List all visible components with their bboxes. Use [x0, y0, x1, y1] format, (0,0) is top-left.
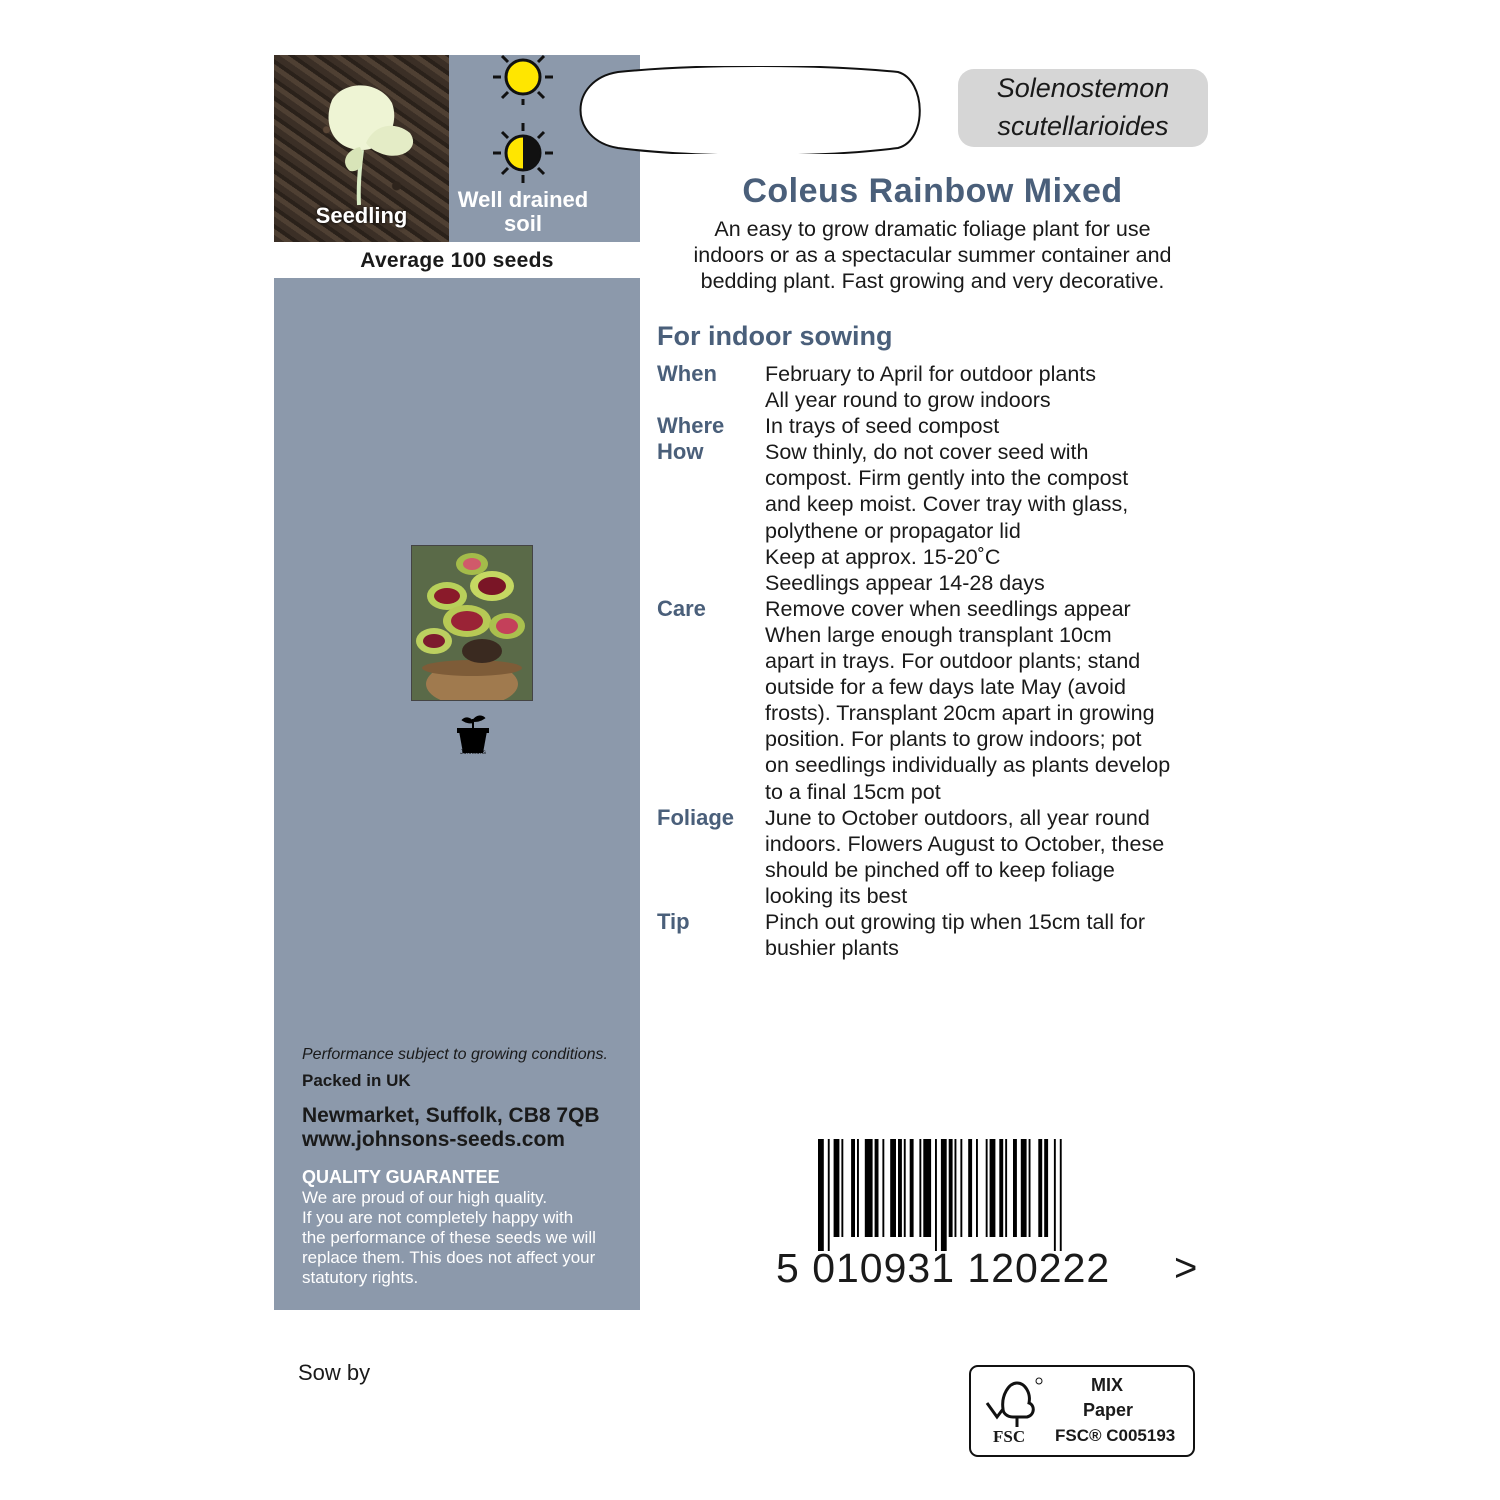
fsc-code: FSC® C005193 — [1055, 1426, 1176, 1445]
partial-shade-icon — [493, 123, 553, 183]
product-title: Coleus Rainbow Mixed — [742, 172, 1123, 210]
barcode-bar — [1054, 1139, 1056, 1251]
barcode-bar — [818, 1139, 824, 1251]
product-description — [660, 216, 1205, 294]
coleus-plant-image — [412, 546, 532, 700]
barcode-bar — [1013, 1139, 1017, 1237]
quality-line: replace them. This does not affect your — [302, 1248, 596, 1267]
soil-label — [449, 188, 597, 236]
instruction-line: February to April for outdoor plants — [765, 362, 1097, 386]
barcode-arrow: > — [1174, 1246, 1198, 1290]
instruction-row-how — [657, 439, 1217, 596]
instruction-row-where — [657, 413, 1217, 439]
instruction-value — [765, 439, 1217, 596]
hanger-tab-cutout — [578, 66, 922, 154]
barcode-bar — [955, 1139, 957, 1237]
barcode-bar — [882, 1139, 884, 1237]
instruction-line: All year round to grow indoors — [765, 388, 1051, 413]
packed-in: Packed in UK — [302, 1071, 411, 1090]
instruction-line: frosts). Transplant 20cm apart in growing — [765, 701, 1155, 726]
barcode-bar — [941, 1139, 947, 1251]
latin-name-line1: Solenostemon — [996, 73, 1170, 103]
website: www.johnsons-seeds.com — [302, 1128, 565, 1151]
instruction-line: In trays of seed compost — [765, 414, 1000, 439]
instruction-key: Where — [657, 413, 725, 439]
instruction-value — [765, 361, 1217, 413]
barcode-bar — [828, 1139, 830, 1251]
barcode-bar — [968, 1139, 972, 1237]
fsc-mix: MIX — [1091, 1375, 1124, 1395]
fsc-tree-check-icon — [983, 1373, 1045, 1433]
barcode-bar — [1021, 1139, 1027, 1237]
instruction-value — [765, 909, 1217, 961]
instruction-line: June to October outdoors, all year round — [765, 805, 1150, 830]
quality-line: We are proud of our high quality. — [302, 1188, 548, 1207]
barcode-bar — [1060, 1139, 1062, 1251]
fsc-word: FSC — [993, 1427, 1026, 1446]
quality-line: If you are not completely happy with — [302, 1208, 574, 1227]
barcode-bar — [851, 1139, 855, 1237]
instruction-row-foliage — [657, 805, 1217, 909]
average-seeds: Average 100 seeds — [274, 242, 640, 278]
quality-line: the performance of these seeds we will — [302, 1228, 596, 1247]
instruction-key: Care — [657, 595, 706, 621]
coleus-photo — [411, 545, 533, 701]
soil-label-line1: Well drained — [457, 187, 589, 212]
instruction-line: compost. Firm gently into the compost — [765, 466, 1129, 491]
barcode-bar — [1029, 1139, 1031, 1237]
instruction-row-when — [657, 361, 1217, 413]
logo-text: Johnsons — [460, 750, 486, 756]
barcode-bar — [949, 1139, 953, 1237]
instruction-value — [765, 413, 1217, 439]
instruction-line: Pinch out growing tip when 15cm tall for — [765, 909, 1146, 934]
seedling-label: Seedling — [315, 203, 408, 228]
barcode-bar — [1005, 1139, 1007, 1237]
barcode-bar — [875, 1139, 879, 1237]
instruction-line: polythene or propagator lid — [765, 518, 1021, 543]
barcode-bar — [919, 1139, 921, 1237]
soil-label-line2: soil — [504, 211, 542, 236]
quality-guarantee-title: QUALITY GUARANTEE — [302, 1167, 500, 1187]
barcode-bar — [935, 1139, 937, 1251]
instruction-row-tip — [657, 909, 1217, 961]
sowing-instructions — [657, 361, 1217, 961]
barcode-bar — [1038, 1139, 1042, 1237]
seedling-photo — [274, 55, 449, 242]
barcode-bar — [976, 1139, 978, 1237]
latin-name-badge — [958, 69, 1208, 147]
full-sun-icon — [493, 55, 553, 105]
instruction-line: to a final 15cm pot — [765, 779, 941, 804]
instruction-line: looking its best — [765, 883, 908, 908]
barcode-digits: 5 010931 120222 — [776, 1245, 1111, 1291]
barcode-bar — [910, 1139, 914, 1237]
instruction-line: indoors. Flowers August to October, these — [765, 831, 1165, 856]
instruction-line: position. For plants to grow indoors; pot — [765, 727, 1142, 752]
instruction-line: on seedlings individually as plants develop — [765, 753, 1171, 778]
instruction-key: Foliage — [657, 804, 735, 830]
instruction-line: and keep moist. Cover tray with glass, — [765, 492, 1129, 517]
address-line: Newmarket, Suffolk, CB8 7QB — [302, 1104, 600, 1127]
description-line: An easy to grow dramatic foliage plant for use — [714, 217, 1151, 241]
performance-note: Performance subject to growing conditions. — [302, 1046, 608, 1063]
barcode-bar — [834, 1139, 840, 1237]
quality-line: statutory rights. — [302, 1268, 419, 1287]
barcode-bar — [857, 1139, 859, 1237]
instruction-key: How — [657, 439, 704, 465]
fsc-certification-badge — [969, 1365, 1195, 1457]
instruction-line: When large enough transplant 10cm — [765, 622, 1112, 647]
barcode-bar — [904, 1139, 906, 1237]
barcode-bar — [898, 1139, 902, 1237]
barcode-bar — [890, 1139, 896, 1237]
company-address — [302, 1104, 600, 1152]
latin-name-line2: scutellarioides — [997, 111, 1169, 141]
sow-by-label: Sow by — [298, 1360, 371, 1385]
quality-guarantee-text — [302, 1188, 637, 1288]
instruction-line: Keep at approx. 15-20˚C — [765, 544, 1001, 569]
sowing-heading: For indoor sowing — [657, 321, 893, 351]
barcode-bar — [865, 1139, 873, 1237]
instruction-value — [765, 805, 1217, 909]
barcode-bar — [990, 1139, 996, 1237]
barcode-bar — [923, 1139, 931, 1237]
instruction-line: Sow thinly, do not cover seed with — [765, 440, 1089, 465]
instruction-line: Remove cover when seedlings appear — [765, 596, 1131, 621]
description-line: indoors or as a spectacular summer container and — [693, 243, 1172, 267]
instruction-line: outside for a few days late May (avoid — [765, 675, 1126, 700]
instruction-line: Seedlings appear 14-28 days — [765, 570, 1045, 595]
fsc-paper: Paper — [1083, 1400, 1134, 1420]
barcode-bar — [1044, 1139, 1048, 1237]
barcode-bar — [960, 1139, 962, 1237]
barcode-bar — [999, 1139, 1003, 1237]
instruction-key: When — [657, 361, 717, 386]
instruction-key: Tip — [657, 908, 690, 934]
barcode-bars — [818, 1139, 1178, 1251]
instruction-value — [765, 596, 1217, 805]
instruction-row-care — [657, 596, 1217, 805]
instruction-line: apart in trays. For outdoor plants; stand — [765, 649, 1141, 674]
barcode-bar — [986, 1139, 988, 1237]
instruction-line: should be pinched off to keep foliage — [765, 857, 1115, 882]
instruction-line: bushier plants — [765, 936, 899, 961]
description-line: bedding plant. Fast growing and very decorative. — [700, 269, 1165, 293]
barcode-bar — [841, 1139, 843, 1237]
